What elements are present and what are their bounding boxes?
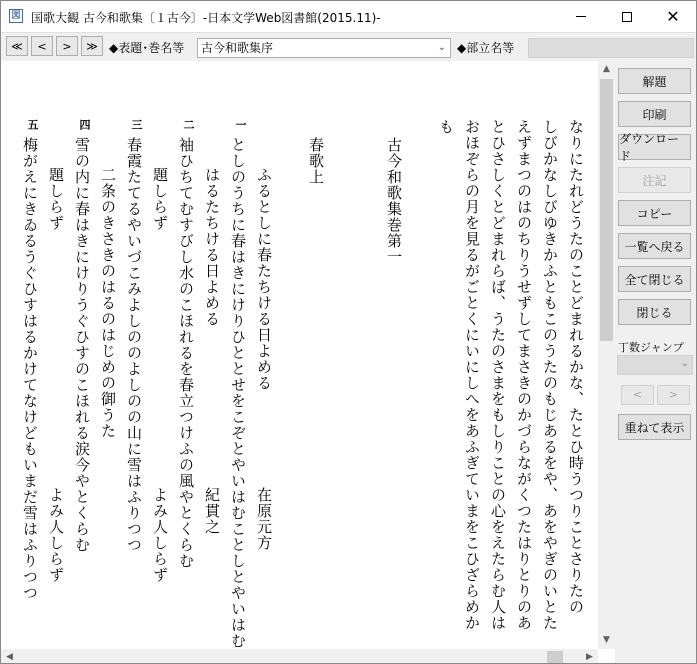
section-title: 春歌上 (307, 137, 325, 185)
chevron-down-icon: ⌄ (437, 42, 446, 53)
scroll-down-arrow-icon[interactable]: ▼ (603, 635, 610, 645)
title-label: ◆表題･巻名等 (109, 41, 185, 55)
minimize-button[interactable] (558, 1, 604, 32)
app-icon: 図 (9, 9, 23, 23)
scroll-left-arrow-icon[interactable]: ◀ (6, 652, 13, 662)
navigation-bar (1, 32, 696, 61)
text-column: しびかなしびゆきかふともこのうたのもじあるをや、あをやぎのいとた (541, 119, 559, 631)
page-jump-label: 丁数ジャンプ (618, 341, 684, 354)
poem-preface: はるたちける日よめる 紀貫之 (203, 167, 221, 535)
text-content (1, 61, 598, 649)
download-button[interactable]: ダウンロード (618, 134, 691, 160)
back-to-list-button[interactable]: 一覧へ戻る (618, 233, 691, 259)
maximize-button[interactable] (604, 1, 650, 32)
scroll-up-arrow-icon[interactable]: ▲ (603, 64, 610, 74)
poem-number: 二 (182, 119, 195, 130)
vertical-scroll-thumb[interactable] (600, 79, 613, 341)
volume-title: 古今和歌集巻第一 (385, 137, 403, 265)
poem-preface: ふるとしに春たちける日よめる 在原元方 (255, 167, 273, 551)
poem-number: 五 (26, 119, 39, 130)
maximize-icon (622, 12, 632, 22)
text-column: おほぞらの月を見るがごとくにいにしへをあふぎていまをこひざらめか (463, 119, 481, 631)
part-label: ◆部立名等 (457, 41, 515, 55)
title-select[interactable] (197, 38, 451, 58)
poem-number: 四 (78, 119, 91, 130)
copy-button[interactable]: コピー (618, 200, 691, 226)
scroll-right-arrow-icon[interactable]: ▶ (586, 652, 593, 662)
title-select-value: 古今和歌集序 (201, 41, 274, 55)
side-panel (615, 61, 696, 664)
close-all-button[interactable]: 全て閉じる (618, 266, 691, 292)
overlay-display-button[interactable]: 重ねて表示 (618, 414, 691, 440)
poem-number: 三 (130, 119, 143, 130)
poem-preface: 題しらず よみ人しらず (47, 167, 65, 583)
title-bar (1, 1, 696, 32)
poem-text: 雪の内に春はきにけりうぐひすのこほれる涙今やとくらむ (73, 137, 91, 553)
poem-text: 春霞たてるやいづこみよしののよしのの山に雪はふりつつ (125, 137, 143, 553)
text-column: なりにたれどうたのことどまれるかな、たとひ時うつりことさりたの (567, 119, 585, 615)
poem-number: 一 (234, 119, 247, 130)
print-button[interactable]: 印刷 (618, 101, 691, 127)
poem-preface: 二条のきさきのはるのはじめの御うた (99, 167, 117, 439)
first-page-button[interactable]: ≪ (6, 36, 28, 56)
chevron-down-icon: ⌄ (680, 358, 689, 369)
last-page-button[interactable]: ≫ (81, 36, 103, 56)
poem-text: 袖ひちてむすびし水のこほれるを春立つけふの風やとくらむ (177, 137, 195, 569)
kaidai-button[interactable]: 解題 (618, 68, 691, 94)
prev-page-button[interactable]: < (31, 36, 53, 56)
page-next-button[interactable]: > (657, 385, 690, 405)
text-column: も (437, 119, 455, 135)
window-title: 国歌大観 古今和歌集〔１古今〕-日本文学Web図書館(2015.11)- (31, 11, 381, 25)
page-jump-select[interactable] (617, 355, 693, 375)
next-page-button[interactable]: > (56, 36, 78, 56)
horizontal-scroll-thumb[interactable] (547, 651, 563, 663)
text-column: えずまつのはのちりうせずしてまさきのかづらながくつたはりとりのあ (515, 119, 533, 631)
poem-preface: 題しらず よみ人しらず (151, 167, 169, 583)
vertical-scrollbar[interactable] (598, 61, 615, 649)
close-button-side[interactable]: 閉じる (618, 299, 691, 325)
minimize-icon (576, 16, 586, 17)
close-icon: ✕ (666, 7, 680, 26)
annotation-button[interactable]: 注記 (618, 167, 691, 193)
horizontal-scrollbar[interactable] (1, 649, 598, 664)
part-field[interactable] (528, 38, 694, 58)
poem-text: 梅がえにきゐるうぐひすはるかけてなけどもいまだ雪はふりつつ (21, 137, 39, 601)
poem-text: としのうちに春はきにけりひととせをこぞとやいはむことしとやいはむ (229, 137, 247, 649)
close-button[interactable] (650, 1, 696, 32)
page-prev-button[interactable]: < (621, 385, 654, 405)
text-column: とひさしくとどまれらば、うたのさまをもしりことの心をえたらむ人は (489, 119, 507, 631)
